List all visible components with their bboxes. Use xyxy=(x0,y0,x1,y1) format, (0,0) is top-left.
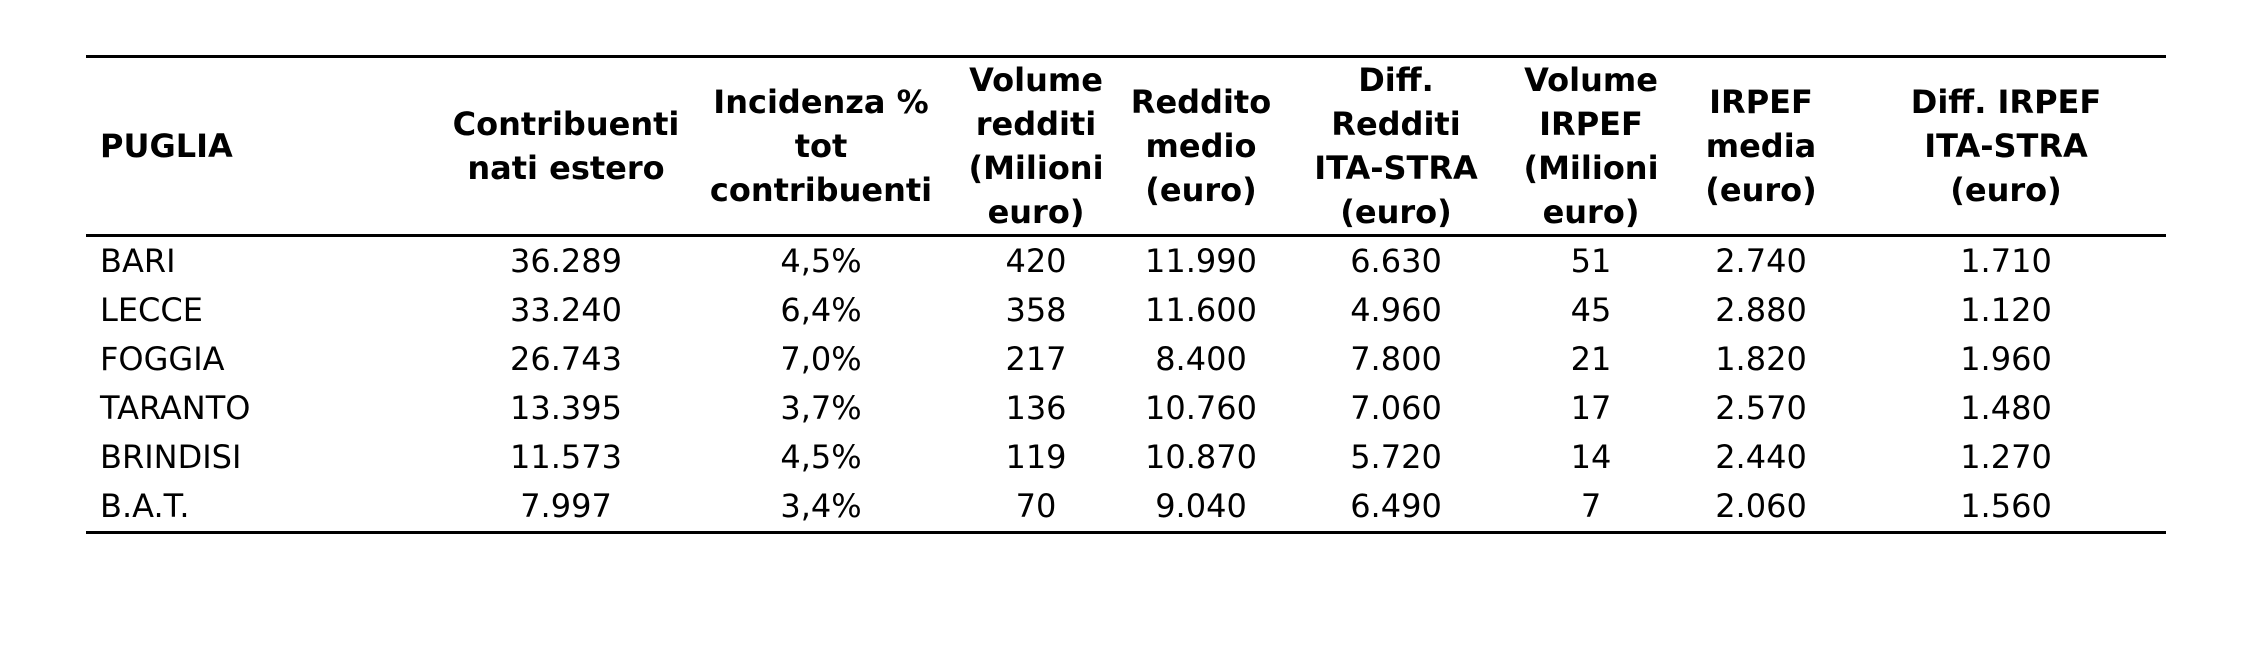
table-body xyxy=(86,236,2166,533)
table-cell: 51 xyxy=(1570,242,1612,280)
column-header-line: IRPEF xyxy=(1709,83,1813,121)
table-cell: 11.600 xyxy=(1145,291,1257,329)
table-cell: 6.490 xyxy=(1350,487,1442,525)
column-header-line: Contribuenti xyxy=(452,105,680,143)
column-header-line: (Milioni xyxy=(1523,149,1659,187)
table-cell: 3,4% xyxy=(780,487,862,525)
table-cell: 1.270 xyxy=(1960,438,2052,476)
table-cell: 358 xyxy=(1005,291,1067,329)
table-cell: 8.400 xyxy=(1155,340,1247,378)
table-cell: 7.997 xyxy=(520,487,612,525)
table-cell: 136 xyxy=(1005,389,1067,427)
table-cell: 2.060 xyxy=(1715,487,1807,525)
table-cell: 119 xyxy=(1005,438,1067,476)
table-cell: 10.870 xyxy=(1145,438,1257,476)
province-cell: FOGGIA xyxy=(100,340,225,378)
column-header xyxy=(1676,57,1846,236)
table-cell: 9.040 xyxy=(1155,487,1247,525)
province-cell: BARI xyxy=(100,242,176,280)
table-cell: 70 xyxy=(1015,487,1057,525)
table-row xyxy=(86,236,2166,287)
column-header-line: PUGLIA xyxy=(100,127,233,165)
table-cell: 21 xyxy=(1570,340,1612,378)
table-row xyxy=(86,384,2166,433)
table-cell: 6.630 xyxy=(1350,242,1442,280)
table-cell: 7.800 xyxy=(1350,340,1442,378)
column-header xyxy=(1116,57,1286,236)
province-cell: BRINDISI xyxy=(100,438,242,476)
table-cell: 1.120 xyxy=(1960,291,2052,329)
province-cell: TARANTO xyxy=(100,389,251,427)
table-cell: 10.760 xyxy=(1145,389,1257,427)
table-cell: 2.570 xyxy=(1715,389,1807,427)
table-cell: 4,5% xyxy=(780,438,862,476)
column-header xyxy=(1286,57,1506,236)
table-row xyxy=(86,482,2166,533)
table-cell: 1.480 xyxy=(1960,389,2052,427)
column-header xyxy=(446,57,686,236)
table-cell: 6,4% xyxy=(780,291,862,329)
column-header-line: (euro) xyxy=(1340,193,1452,231)
table-cell: 4.960 xyxy=(1350,291,1442,329)
column-header-line: Volume xyxy=(969,61,1103,99)
table-cell: 17 xyxy=(1570,389,1612,427)
column-header-line: (euro) xyxy=(1950,171,2062,209)
table-cell: 1.710 xyxy=(1960,242,2052,280)
column-header-line: Diff. xyxy=(1358,61,1434,99)
table-cell: 14 xyxy=(1570,438,1612,476)
province-cell: B.A.T. xyxy=(100,487,190,525)
column-header-line: ITA-STRA xyxy=(1924,127,2088,165)
table-cell: 33.240 xyxy=(510,291,622,329)
column-header-line: (Milioni xyxy=(968,149,1104,187)
table-row xyxy=(86,433,2166,482)
column-header-line: (euro) xyxy=(1705,171,1817,209)
table-cell: 1.820 xyxy=(1715,340,1807,378)
column-header-line: (euro) xyxy=(1145,171,1257,209)
column-header-line: tot xyxy=(794,127,848,165)
table-cell: 217 xyxy=(1005,340,1067,378)
column-header xyxy=(956,57,1116,236)
column-header xyxy=(86,57,446,236)
column-header xyxy=(1506,57,1676,236)
province-cell: LECCE xyxy=(100,291,203,329)
column-header-line: medio xyxy=(1145,127,1257,165)
column-header-line: media xyxy=(1705,127,1817,165)
table-cell: 13.395 xyxy=(510,389,622,427)
column-header-line: redditi xyxy=(975,105,1097,143)
header-row xyxy=(86,57,2166,236)
table-cell: 420 xyxy=(1005,242,1067,280)
table-row xyxy=(86,286,2166,335)
column-header-line: Incidenza % xyxy=(713,83,929,121)
column-header-line: euro) xyxy=(987,193,1085,231)
table-cell: 3,7% xyxy=(780,389,862,427)
contribuenti-table xyxy=(86,55,2166,534)
column-header-line: Volume xyxy=(1524,61,1658,99)
column-header-line: ITA-STRA xyxy=(1314,149,1478,187)
table-cell: 26.743 xyxy=(510,340,622,378)
table-cell: 7 xyxy=(1580,487,1602,525)
table-cell: 11.573 xyxy=(510,438,622,476)
table-cell: 36.289 xyxy=(510,242,622,280)
table-cell: 7.060 xyxy=(1350,389,1442,427)
table-cell: 1.960 xyxy=(1960,340,2052,378)
column-header-line: Reddito xyxy=(1130,83,1272,121)
table-cell: 5.720 xyxy=(1350,438,1442,476)
column-header-line: Diff. IRPEF xyxy=(1910,83,2102,121)
table-cell: 11.990 xyxy=(1145,242,1257,280)
column-header xyxy=(686,57,956,236)
column-header-line: contribuenti xyxy=(709,171,933,209)
table-cell: 4,5% xyxy=(780,242,862,280)
table-cell: 2.740 xyxy=(1715,242,1807,280)
data-table-container xyxy=(86,55,2166,534)
table-cell: 7,0% xyxy=(780,340,862,378)
column-header xyxy=(1846,57,2166,236)
column-header-line: IRPEF xyxy=(1539,105,1643,143)
table-cell: 2.880 xyxy=(1715,291,1807,329)
column-header-line: nati estero xyxy=(467,149,665,187)
table-cell: 2.440 xyxy=(1715,438,1807,476)
column-header-line: euro) xyxy=(1542,193,1640,231)
table-row xyxy=(86,335,2166,384)
column-header-line: Redditi xyxy=(1331,105,1461,143)
table-cell: 1.560 xyxy=(1960,487,2052,525)
table-cell: 45 xyxy=(1570,291,1612,329)
